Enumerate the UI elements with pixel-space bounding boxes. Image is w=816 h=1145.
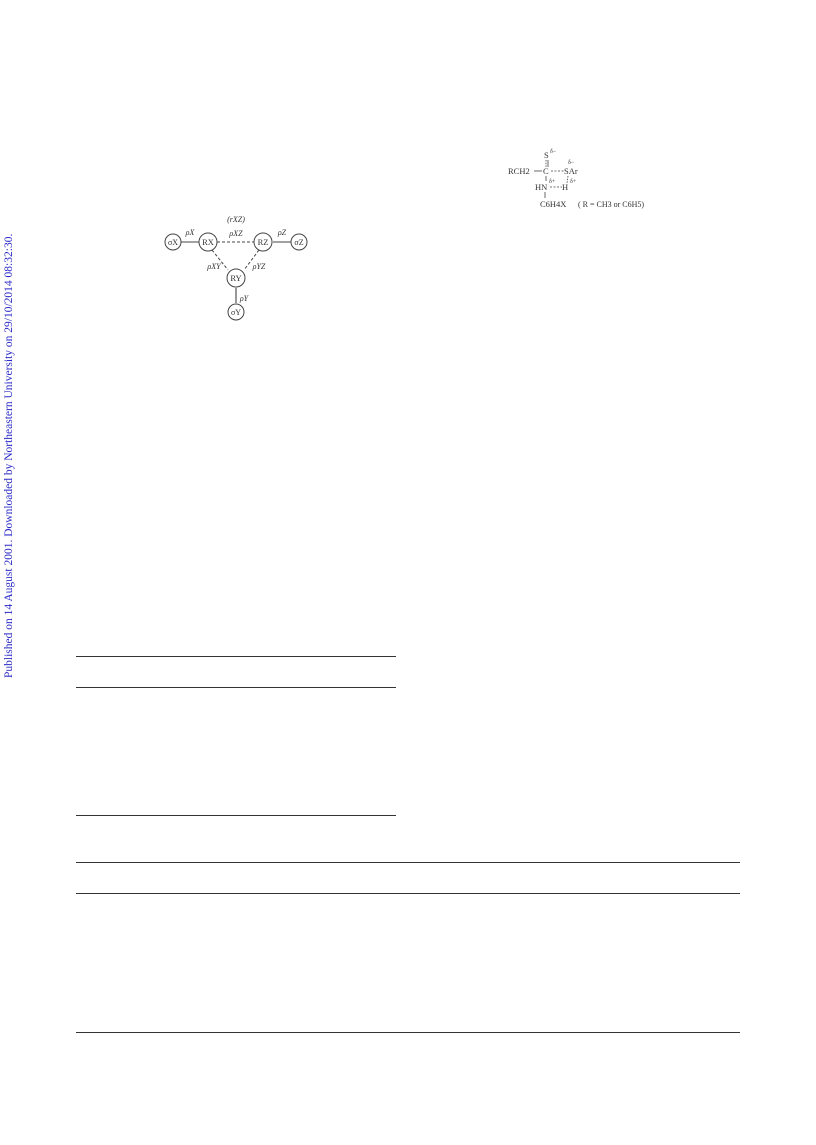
ts-carbon: C <box>543 166 549 176</box>
ts-h-delta: δ+ <box>570 179 577 185</box>
node-rz: RZ <box>257 237 269 247</box>
node-ry: RY <box>230 273 242 283</box>
ts-h: H <box>562 182 569 192</box>
node-sigma-x: σX <box>167 238 179 247</box>
label-rho-xz: ρXZ <box>229 229 243 238</box>
table-1-header-rule <box>76 687 396 688</box>
label-rho-x: ρX <box>185 228 195 237</box>
node-sigma-z: σZ <box>294 238 304 247</box>
ts-hn: HN <box>535 182 548 192</box>
table-2-header-rule <box>76 893 740 894</box>
ts-sar-charge: δ− <box>568 160 575 166</box>
label-rho-z: ρZ <box>277 228 287 237</box>
ts-s-top-charge: δ− <box>550 149 557 155</box>
label-rho-y: ρY <box>239 294 249 303</box>
label-rho-yz: ρYZ <box>252 262 266 271</box>
table-2-top-rule <box>76 862 740 863</box>
ts-note: ( R = CH3 or C6H5) <box>578 200 645 209</box>
label-r-xz: (rXZ) <box>227 215 245 224</box>
transition-state-structure <box>506 145 666 215</box>
table-1-bottom-rule <box>76 815 396 816</box>
label-rho-xy: ρXY <box>207 262 221 271</box>
ts-rch2: RCH2 <box>508 166 530 176</box>
download-notice <box>3 233 17 678</box>
ts-s-top: S <box>544 150 549 160</box>
ts-aryl: C6H4X <box>540 199 567 209</box>
download-notice-text: Published on 14 August 2001. Downloaded by Northeastern University on 29/10/2014 08:32:30. <box>3 233 15 678</box>
ts-sar: SAr <box>564 166 578 176</box>
rho-interaction-scheme <box>160 208 320 328</box>
ts-c-delta: δ+ <box>549 179 556 185</box>
table-1-top-rule <box>76 656 396 657</box>
node-rx: RX <box>202 237 214 247</box>
node-sigma-y: σY <box>230 308 242 317</box>
table-2-bottom-rule <box>76 1032 740 1033</box>
